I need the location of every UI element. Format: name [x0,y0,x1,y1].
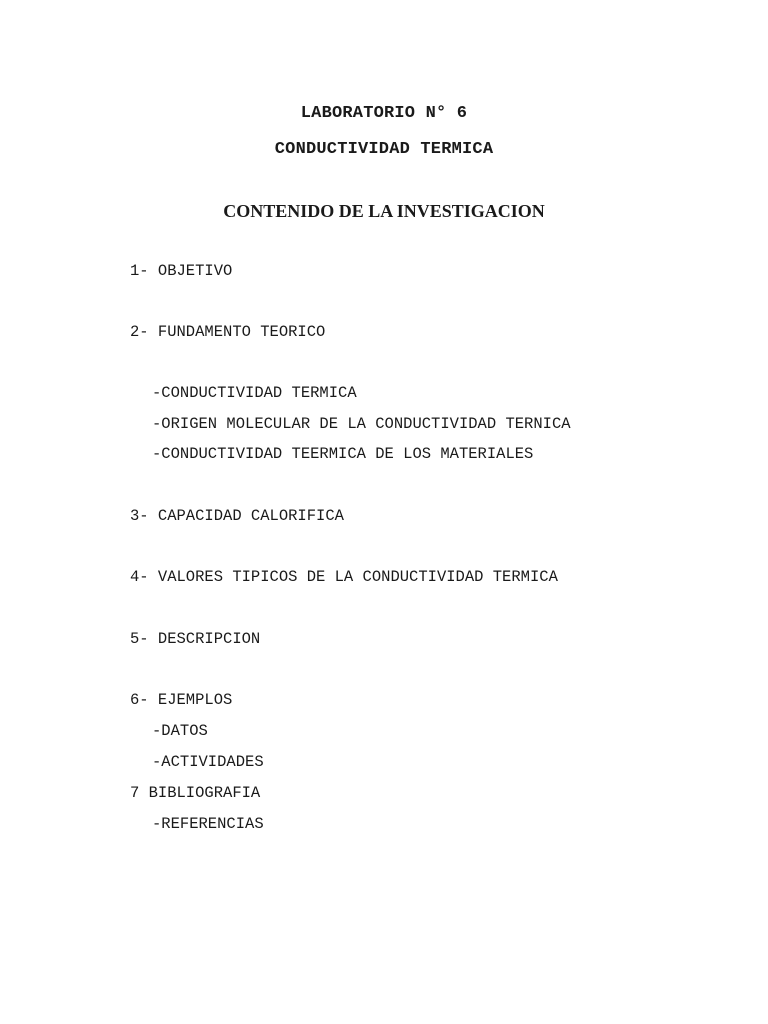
contents-item: 7 BIBLIOGRAFIA [130,784,261,802]
contents-heading: CONTENIDO DE LA INVESTIGACION [223,201,545,221]
contents-item: 1- OBJETIVO [130,262,233,280]
contents-subitem: -REFERENCIAS [152,815,264,833]
contents-item: 3- CAPACIDAD CALORIFICA [130,507,344,525]
contents-item: 5- DESCRIPCION [130,630,261,648]
contents-subitem: -CONDUCTIVIDAD TEERMICA DE LOS MATERIALES [152,445,534,463]
contents-item: 4- VALORES TIPICOS DE LA CONDUCTIVIDAD TERMICA [130,568,558,586]
contents-subitem: -ACTIVIDADES [152,753,264,771]
contents-subitem: -CONDUCTIVIDAD TERMICA [152,384,357,402]
contents-item: 2- FUNDAMENTO TEORICO [130,323,326,341]
contents-subitem: -DATOS [152,722,208,740]
contents-subitem: -ORIGEN MOLECULAR DE LA CONDUCTIVIDAD TERNICA [152,415,571,433]
lab-title: LABORATORIO N° 6 [300,104,468,123]
lab-subtitle: CONDUCTIVIDAD TERMICA [274,140,494,159]
contents-item: 6- EJEMPLOS [130,691,233,709]
